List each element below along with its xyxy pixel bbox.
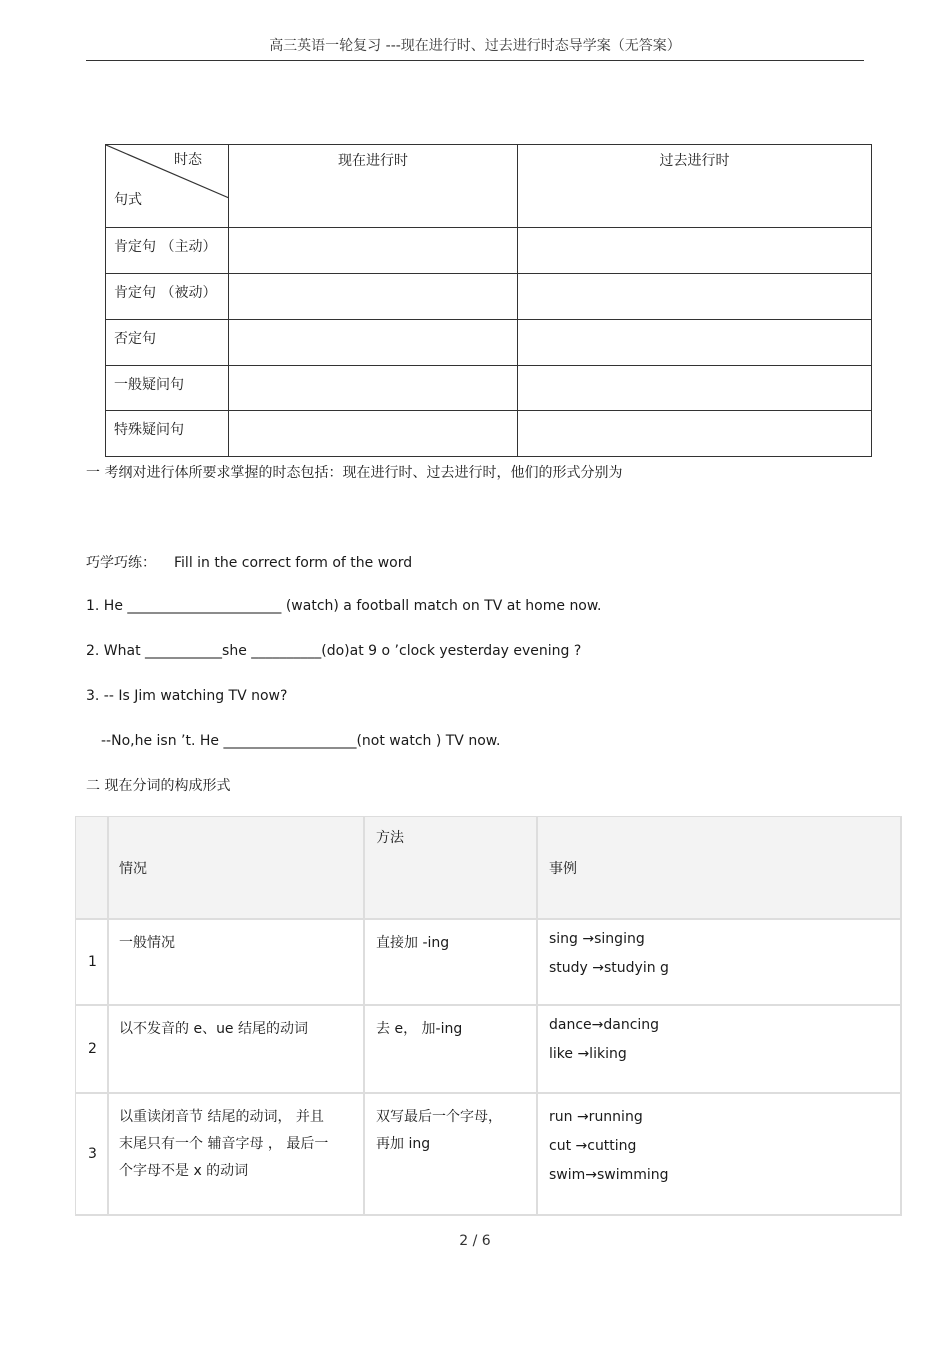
example-list	[549, 920, 900, 983]
table-cell	[229, 274, 518, 320]
row-label-negative: 否定句	[106, 320, 229, 366]
table-cell	[229, 228, 518, 274]
example-item: like →liking	[549, 1046, 627, 1062]
table-cell	[229, 366, 518, 411]
row-number: 1	[75, 920, 109, 1006]
diag-label-tense: 时态	[174, 152, 202, 168]
example-item: sing →singing	[549, 931, 645, 947]
page-header-title: 高三英语一轮复习 ---现在进行时、过去进行时态导学案（无答案）	[269, 38, 681, 54]
question-2: 2. What ___________she __________(do)at 9 o ’clock yesterday evening ?	[86, 643, 582, 659]
situation-text	[119, 1094, 363, 1185]
example-item: swim→swimming	[549, 1167, 669, 1183]
situation-line: 末尾只有一个 辅音字母 ， 最后一	[119, 1136, 329, 1152]
table-cell	[229, 411, 518, 457]
header-example: 事例	[538, 816, 902, 920]
present-participle-table	[75, 816, 902, 1199]
table-cell	[229, 320, 518, 366]
row-label-affirmative-active: 肯定句 （主动）	[106, 228, 229, 274]
example-item: dance→dancing	[549, 1017, 660, 1033]
method-text: 去 e， 加-ing	[376, 1021, 463, 1037]
situation-line: 个字母不是 x 的动词	[119, 1163, 249, 1179]
tense-form-table	[105, 144, 871, 456]
method-line: 再加 ing	[376, 1136, 431, 1152]
header-situation: 情况	[109, 816, 365, 920]
situation-text: 一般情况	[119, 935, 175, 951]
method-line: 双写最后一个字母，	[376, 1109, 502, 1125]
example-item: run →running	[549, 1109, 643, 1125]
section-two-text: 二 现在分词的构成形式	[86, 778, 231, 794]
diagonal-line	[106, 145, 229, 228]
table-cell	[518, 274, 872, 320]
diagonal-header-cell	[106, 145, 229, 228]
table-cell	[518, 320, 872, 366]
row-number: 3	[75, 1094, 109, 1216]
example-list	[549, 1094, 900, 1190]
question-3-answer-line: --No,he isn ’t. He ___________________(not watch ) TV now.	[101, 733, 501, 749]
section-one-text: 一 考纲对进行体所要求掌握的时态包括：现在进行时、过去进行时，他们的形式分别为	[86, 465, 623, 481]
col-header-present: 现在进行时	[229, 145, 518, 228]
header-num-cell	[75, 816, 109, 920]
row-label-wh-question: 特殊疑问句	[106, 411, 229, 457]
method-text	[376, 1094, 536, 1158]
practice-heading	[86, 552, 412, 572]
question-1: 1. He ______________________ (watch) a football match on TV at home now.	[86, 598, 602, 614]
row-number: 2	[75, 1006, 109, 1094]
row-label-affirmative-passive: 肯定句 （被动）	[106, 274, 229, 320]
page-number: 2 / 6	[459, 1233, 491, 1249]
table-cell	[518, 411, 872, 457]
row-label-yes-no-question: 一般疑问句	[106, 366, 229, 411]
col-header-past: 过去进行时	[518, 145, 872, 228]
situation-text: 以不发音的 e、ue 结尾的动词	[119, 1021, 308, 1037]
question-3: 3. -- Is Jim watching TV now?	[86, 688, 288, 704]
situation-line: 以重读闭音节 结尾的动词， 并且	[119, 1109, 324, 1125]
example-item: study →studyin g	[549, 960, 669, 976]
diag-label-sentence: 句式	[114, 192, 142, 208]
table-cell	[518, 366, 872, 411]
example-list	[549, 1006, 900, 1069]
example-item: cut →cutting	[549, 1138, 637, 1154]
method-text: 直接加 -ing	[376, 935, 450, 951]
practice-label: 巧学巧练：	[86, 555, 156, 571]
header-divider	[86, 60, 864, 61]
table-cell	[518, 228, 872, 274]
practice-instruction: Fill in the correct form of the word	[174, 555, 413, 571]
header-method: 方法	[365, 816, 538, 920]
